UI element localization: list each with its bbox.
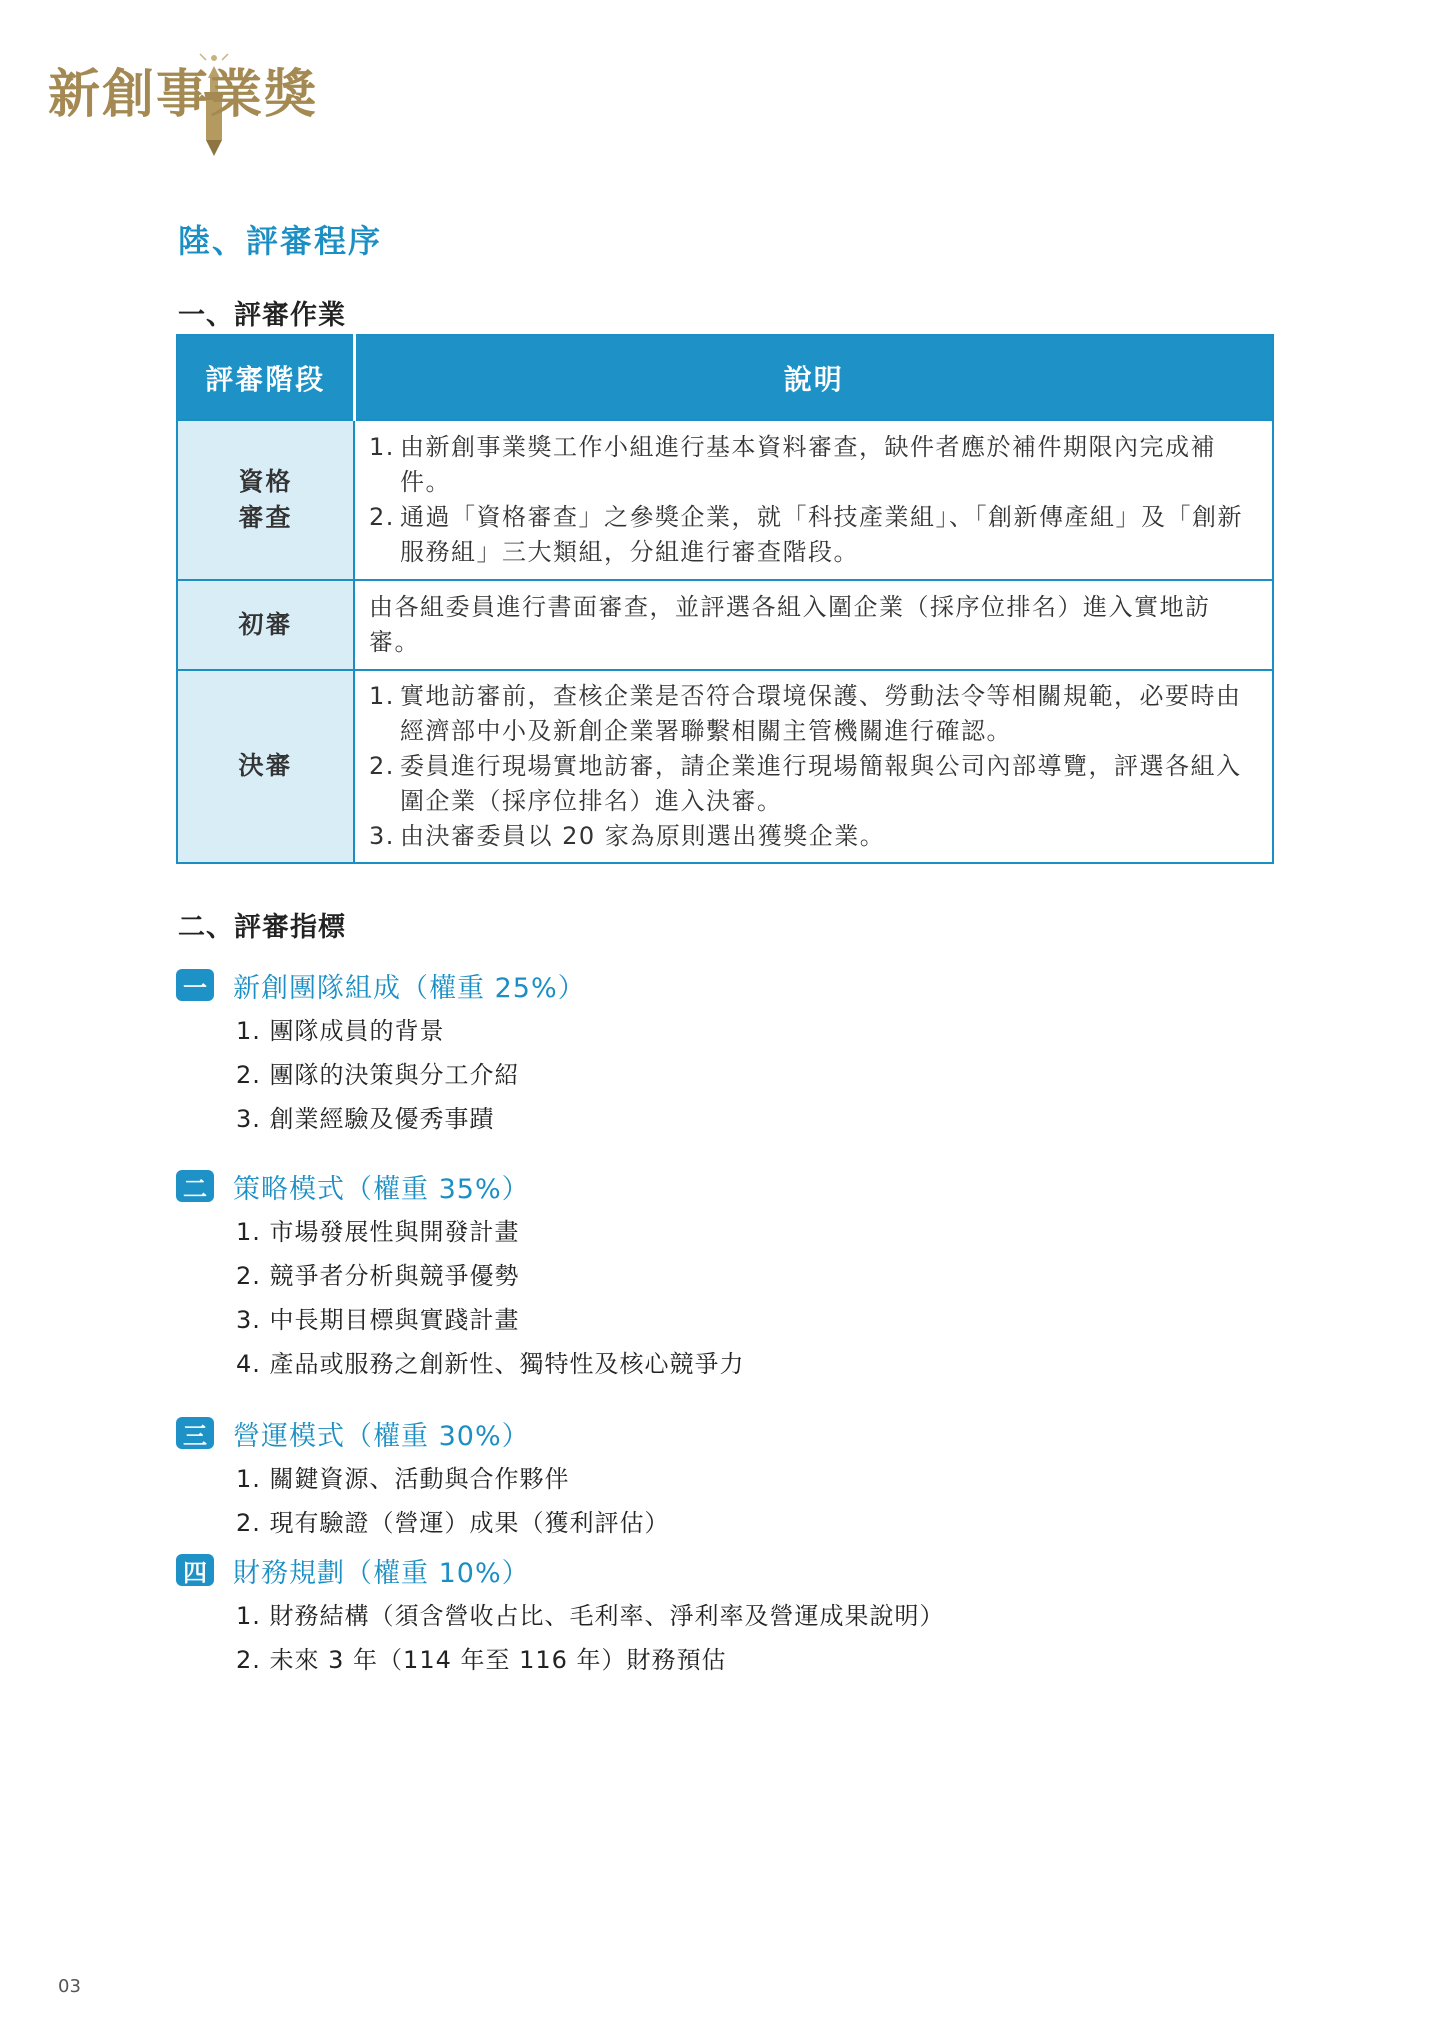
item-number: 1. xyxy=(369,433,395,461)
criteria-group-team xyxy=(176,965,1276,1141)
page-number: 03 xyxy=(58,1976,81,1997)
criteria-group-finance xyxy=(176,1550,1276,1682)
stage-cell: 決審 xyxy=(177,670,354,863)
criteria-heading: 新創團隊組成（權重 25%） xyxy=(233,972,586,1004)
section-title: 陸、評審程序 xyxy=(178,222,383,260)
table-row xyxy=(177,580,1273,670)
list-item: 1. 市場發展性與開發計畫 xyxy=(236,1218,520,1246)
logo xyxy=(44,38,324,158)
review-ops-title: 一、評審作業 xyxy=(178,300,346,331)
header-stage: 評審階段 xyxy=(177,335,354,420)
list-item: 2. 現有驗證（營運）成果（獲利評估） xyxy=(236,1509,670,1537)
list-item xyxy=(369,430,1258,500)
item-text: 由新創事業獎工作小組進行基本資料審查，缺件者應於補件期限內完成補件。 xyxy=(400,433,1216,496)
item-number: 3. xyxy=(369,822,395,850)
item-text: 委員進行現場實地訪審，請企業進行現場簡報與公司內部導覽，評選各組入圍企業（採序位排名）進入決審。 xyxy=(400,752,1242,815)
description-cell xyxy=(354,420,1273,580)
number-badge: 二 xyxy=(176,1170,214,1202)
description-cell: 由各組委員進行書面審查，並評選各組入圍企業（採序位排名）進入實地訪審。 xyxy=(354,580,1273,670)
list-item: 3. 創業經驗及優秀事蹟 xyxy=(236,1105,495,1133)
list-item xyxy=(369,679,1258,749)
table-row xyxy=(177,670,1273,863)
number-badge: 四 xyxy=(176,1554,214,1586)
stage-cell: 資格 審查 xyxy=(177,420,354,580)
item-text: 由決審委員以 20 家為原則選出獲獎企業。 xyxy=(400,822,886,850)
list-item: 3. 中長期目標與實踐計畫 xyxy=(236,1306,520,1334)
item-text: 通過「資格審查」之參獎企業，就「科技產業組」、「創新傳產組」及「創新服務組」三大類組，分組進行審查階段。 xyxy=(400,503,1243,566)
list-item xyxy=(369,749,1258,819)
list-item: 1. 關鍵資源、活動與合作夥伴 xyxy=(236,1465,570,1493)
item-number: 2. xyxy=(369,752,395,780)
table-row xyxy=(177,420,1273,580)
list-item: 2. 競爭者分析與競爭優勢 xyxy=(236,1262,520,1290)
logo-text: 新創事業獎 xyxy=(48,64,319,125)
review-table xyxy=(176,334,1274,864)
description-cell xyxy=(354,670,1273,863)
header-description: 說明 xyxy=(354,335,1273,420)
item-number: 1. xyxy=(369,682,395,710)
criteria-heading: 財務規劃（權重 10%） xyxy=(233,1557,530,1589)
list-item: 1. 團隊成員的背景 xyxy=(236,1017,445,1045)
list-item xyxy=(369,819,1258,854)
criteria-heading: 策略模式（權重 35%） xyxy=(233,1173,530,1205)
criteria-title: 二、評審指標 xyxy=(178,912,346,943)
table-header-row xyxy=(177,335,1273,420)
criteria-heading: 營運模式（權重 30%） xyxy=(233,1420,530,1452)
item-number: 2. xyxy=(369,503,395,531)
criteria-group-operations xyxy=(176,1413,1276,1545)
item-text: 實地訪審前，查核企業是否符合環境保護、勞動法令等相關規範，必要時由經濟部中小及新創企業署聯繫相關主管機關進行確認。 xyxy=(400,682,1242,745)
list-item: 4. 產品或服務之創新性、獨特性及核心競爭力 xyxy=(236,1350,745,1378)
list-item: 2. 未來 3 年（114 年至 116 年）財務預估 xyxy=(236,1646,727,1674)
list-item: 1. 財務結構（須含營收占比、毛利率、淨利率及營運成果說明） xyxy=(236,1602,945,1630)
list-item xyxy=(369,500,1258,570)
criteria-group-strategy xyxy=(176,1166,1276,1386)
stage-cell: 初審 xyxy=(177,580,354,670)
number-badge: 一 xyxy=(176,969,214,1001)
number-badge: 三 xyxy=(176,1417,214,1449)
list-item: 2. 團隊的決策與分工介紹 xyxy=(236,1061,520,1089)
